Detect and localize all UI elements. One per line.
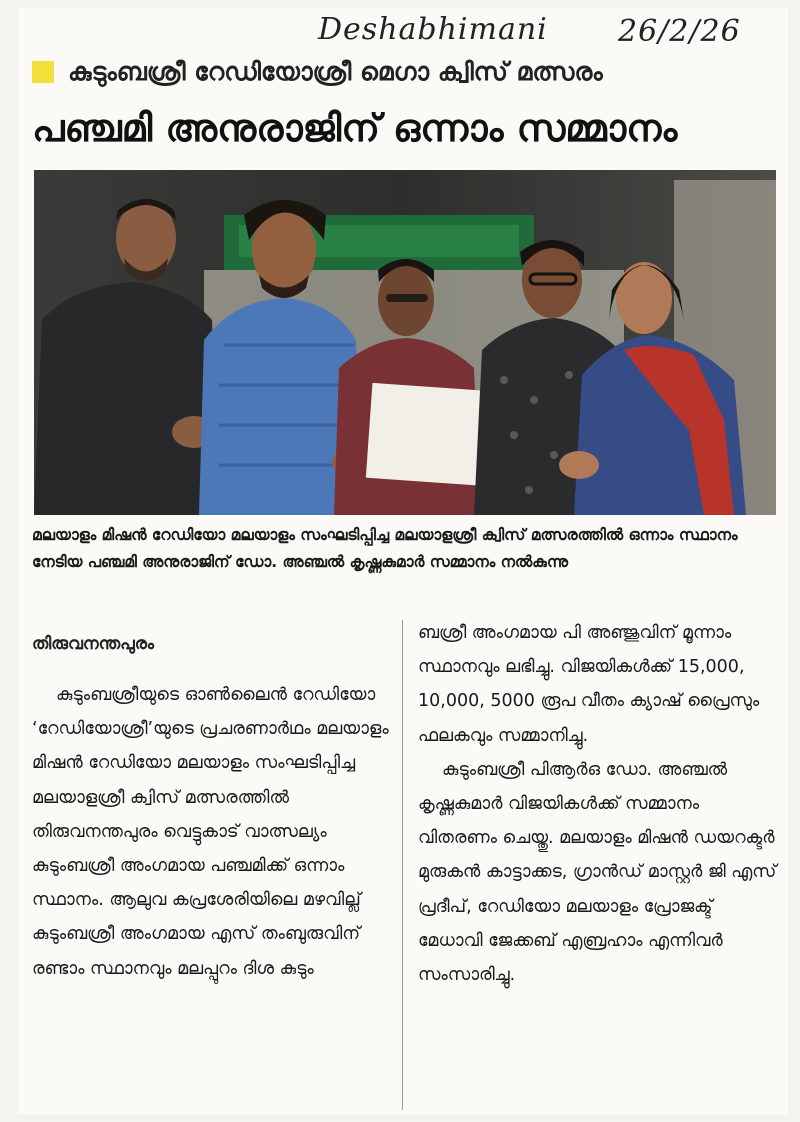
body-paragraph-3: കുടുംബശ്രീ പിആർഒ ഡോ. അഞ്ചൽ കൃഷ്ണകുമാർ വിജയികൾക്ക് സമ്മാനം വിതരണം ചെയ്തു. മലയാളം മിഷൻ ഡയറക്ടർ മുരുകൻ കാട്ടാക്കട, ഗ്രാൻഡ് മാസ്റ്റർ ജി എസ് പ്രദീപ്, റേഡിയോ മലയാളം പ്രോജക്ട് മേധാവി ജേക്കബ് എബ്രഹാം എന്നിവർ സംസാരിച്ചു. xyxy=(418,759,777,986)
article-photo xyxy=(34,170,776,515)
article-kicker xyxy=(32,54,603,90)
body-paragraph-2: ബശ്രീ അംഗമായ പി അഞ്ജുവിന് മൂന്നാം സ്ഥാനവും ലഭിച്ചു. വിജയികൾക്ക് 15,000, 10,000, 5000 രൂപ വീതം ക്യാഷ് പ്രൈസും ഫലകവും സമ്മാനിച്ചു. xyxy=(418,623,760,746)
handwritten-date: 26/2/26 xyxy=(618,14,741,49)
article-headline: പഞ്ചമി അനുരാജിന് ഒന്നാം സമ്മാനം xyxy=(32,106,678,150)
photo-illustration xyxy=(34,170,776,515)
handwritten-source: Deshabhimani xyxy=(318,12,548,47)
article-column-left xyxy=(32,678,394,986)
body-paragraph-1: കുടുംബശ്രീയുടെ ഓൺലൈൻ റേഡിയോ ‘റേഡിയോശ്രീ’യുടെ പ്രചരണാർഥം മലയാളം മിഷൻ റേഡിയോ മലയാളം സംഘടിപ്പിച്ച മലയാളശ്രീ ക്വിസ് മത്സരത്തിൽ തിരുവനന്തപുരം വെട്ടുകാട് വാത്സല്യം കുടുംബശ്രീ അംഗമായ പഞ്ചമിക്ക് ഒന്നാം സ്ഥാനം. ആലുവ കപ്രശേരിയിലെ മഴവില്ല് കുടുംബശ്രീ അംഗമായ എസ് തംബുരുവിന് രണ്ടാം സ്ഥാനവും മലപ്പുറം ദിശ കുടും xyxy=(32,685,389,979)
article-dateline: തിരുവനന്തപുരം xyxy=(32,634,154,654)
kicker-square-marker xyxy=(32,61,54,83)
article-column-right xyxy=(418,616,778,992)
column-divider xyxy=(402,620,403,1110)
handwritten-annotation xyxy=(318,12,788,52)
kicker-text: കുടുംബശ്രീ റേഡിയോശ്രീ മെഗാ ക്വിസ് മത്സരം xyxy=(68,57,603,86)
photo-caption: മലയാളം മിഷൻ റേഡിയോ മലയാളം സംഘടിപ്പിച്ച മലയാളശ്രീ ക്വിസ് മത്സരത്തിൽ ഒന്നാം സ്ഥാനം നേടിയ പഞ്ചമി അനുരാജിന് ഡോ. അഞ്ചൽ കൃഷ്ണകുമാർ സമ്മാനം നൽകുന്നു xyxy=(32,526,738,571)
newspaper-clipping xyxy=(18,8,788,1114)
